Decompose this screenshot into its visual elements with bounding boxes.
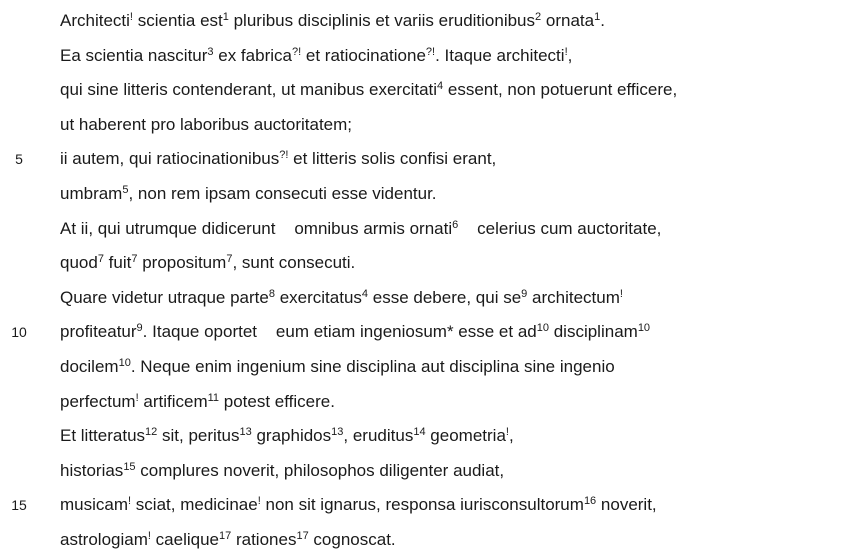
text-run: sciat, medicinae (131, 495, 258, 515)
footnote-marker: 4 (437, 80, 444, 93)
footnote-marker: 14 (413, 426, 426, 439)
footnote-marker: 1 (222, 11, 229, 23)
footnote-marker: 6 (452, 218, 459, 231)
text-line (0, 317, 853, 347)
line-text (60, 110, 352, 140)
line-text (60, 490, 657, 520)
text-run: . Itaque architecti (435, 45, 565, 65)
text-run: historias (60, 460, 124, 480)
footnote-marker: ! (147, 530, 151, 542)
line-text (60, 317, 650, 347)
text-run: et ratiocinatione (301, 45, 426, 65)
text-run: ii autem, qui ratiocinationibus (60, 149, 280, 169)
text-run: caelique (150, 530, 219, 549)
text-run: Et litteratus (60, 426, 146, 446)
footnote-marker: 9 (136, 322, 143, 335)
text-run: . Itaque oportet eum etiam ingeniosum* esse et ad (142, 322, 537, 342)
text-run: et litteris solis confisi erant, (288, 149, 497, 169)
footnote-marker: 11 (207, 391, 220, 404)
text-line (0, 144, 853, 174)
text-line (0, 490, 853, 520)
text-run: propositum (137, 253, 227, 273)
text-run: fuit (103, 253, 132, 273)
text-run: non sit ignarus, responsa iurisconsultorum (260, 495, 584, 515)
text-run: esse debere, qui se (368, 287, 522, 307)
line-text (60, 421, 514, 451)
footnote-marker: 10 (536, 322, 549, 335)
footnote-marker: ?! (279, 149, 289, 162)
text-run: sit, peritus (157, 426, 240, 446)
footnote-marker: ! (257, 495, 261, 508)
line-text (60, 144, 496, 174)
text-run: artificem (138, 391, 208, 411)
line-text (60, 6, 605, 36)
line-text (60, 456, 504, 486)
text-run: ornata (541, 11, 595, 30)
footnote-marker: 17 (296, 530, 309, 542)
text-run: umbram (60, 184, 123, 203)
footnote-marker: 1 (594, 11, 601, 23)
text-run: complures noverit, philosophos diligenter audiat, (135, 460, 505, 480)
text-run: geometria (425, 426, 506, 446)
footnote-marker: 8 (268, 287, 275, 300)
text-run: pluribus disciplinis et variis eruditionibus (228, 11, 536, 30)
text-run: Ea scientia nascitur (60, 45, 208, 65)
text-line (0, 110, 853, 140)
text-run: disciplinam (549, 322, 638, 342)
text-line (0, 41, 853, 71)
text-run: profiteatur (60, 322, 137, 342)
text-run: Quare videtur utraque parte (60, 287, 269, 307)
footnote-marker: 10 (637, 322, 651, 335)
text-line (0, 456, 853, 486)
footnote-marker: 16 (583, 495, 597, 508)
text-run: graphidos (251, 426, 332, 446)
text-line (0, 6, 853, 36)
footnote-marker: 12 (145, 426, 158, 439)
footnote-marker: 15 (123, 460, 136, 473)
line-number: 10 (11, 324, 27, 341)
text-line (0, 214, 853, 244)
footnote-marker: 4 (361, 287, 369, 300)
line-text (60, 41, 572, 71)
footnote-marker: ! (128, 495, 132, 508)
text-run: astrologiam (60, 530, 148, 549)
text-run: scientia est (132, 11, 223, 30)
footnote-marker: ?! (425, 45, 436, 58)
footnote-marker: ! (619, 287, 623, 300)
text-line (0, 179, 853, 209)
text-run: ex fabrica (213, 45, 292, 65)
line-text (60, 283, 623, 313)
line-number: 5 (15, 151, 23, 168)
text-line (0, 525, 853, 555)
footnote-marker: 3 (207, 45, 214, 58)
line-text (60, 248, 355, 278)
text-run: noverit, (596, 495, 657, 515)
footnote-marker: ! (564, 45, 568, 58)
text-run: architectum (527, 287, 620, 307)
text-run: docilem (60, 357, 119, 376)
text-line (0, 387, 853, 417)
text-run: exercitatus (274, 287, 362, 307)
text-line (0, 248, 853, 278)
footnote-marker: 13 (239, 426, 252, 439)
text-run: perfectum (60, 391, 136, 411)
footnote-marker: 7 (226, 253, 233, 266)
text-run: qui sine litteris contenderant, ut manibus exercitati (60, 80, 438, 100)
text-run: potest efficere. (219, 391, 335, 411)
footnote-marker: ! (135, 391, 139, 404)
footnote-marker: 5 (122, 184, 129, 196)
line-number: 15 (11, 497, 27, 514)
footnote-marker: 9 (521, 287, 528, 300)
text-run: cognoscat. (308, 530, 396, 549)
text-run: celerius cum auctoritate, (458, 218, 662, 238)
text-run: At ii, qui utrumque didicerunt omnibus armis ornati (60, 218, 453, 238)
text-run: , non rem ipsam consecuti esse videntur. (128, 184, 437, 203)
footnote-marker: ! (505, 426, 509, 439)
footnote-marker: 7 (97, 253, 104, 266)
text-line (0, 421, 853, 451)
footnote-marker: 2 (535, 11, 542, 23)
text-run: , sunt consecuti. (232, 253, 356, 273)
text-line (0, 283, 853, 313)
line-text (60, 214, 661, 244)
text-run: . Neque enim ingenium sine disciplina aut disciplina sine ingenio (130, 357, 615, 376)
footnote-marker: ! (129, 11, 133, 23)
line-text (60, 387, 335, 417)
text-run: , eruditus (343, 426, 414, 446)
footnote-marker: 13 (331, 426, 344, 439)
text-run: essent, non potuerunt efficere, (443, 80, 678, 100)
text-run: rationes (231, 530, 297, 549)
line-text (60, 75, 677, 105)
footnote-marker: 10 (118, 357, 131, 369)
text-line (0, 352, 853, 382)
text-run: . (600, 11, 605, 30)
footnote-marker: ?! (291, 45, 302, 58)
text-run: musicam (60, 495, 129, 515)
footnote-marker: 7 (131, 253, 138, 266)
text-line (0, 75, 853, 105)
footnote-marker: 17 (219, 530, 232, 542)
text-run: , (508, 426, 514, 446)
line-text (60, 179, 437, 209)
text-run: ut haberent pro laboribus auctoritatem; (60, 114, 353, 134)
text-run: quod (60, 253, 98, 273)
text-run: , (567, 45, 573, 65)
line-text (60, 352, 615, 382)
text-run: Architecti (60, 11, 130, 30)
line-text (60, 525, 396, 555)
